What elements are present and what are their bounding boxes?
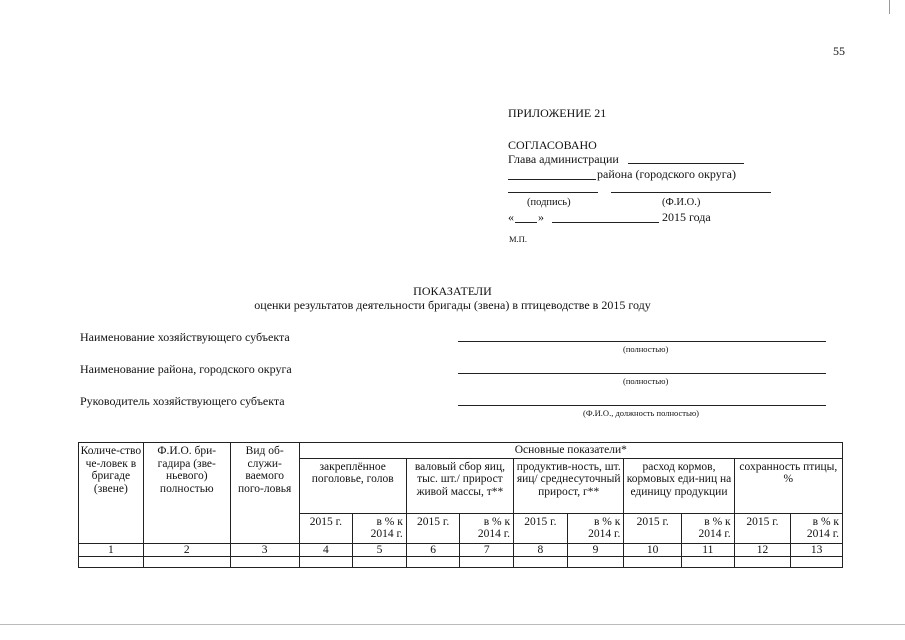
group-assigned-stock-header: закреплённое поголовье, голов [299, 458, 406, 513]
fio-line [611, 192, 771, 193]
col-livestock-type-header: Вид об-служи-ваемого пого-ловья [230, 443, 299, 544]
sub-year-cell: 2015 г. [406, 513, 460, 543]
manager-label: Руководитель хозяйствующего субъекта [80, 394, 285, 408]
fio-hint: (Ф.И.О.) [662, 197, 701, 208]
corner-mark [889, 0, 890, 14]
document-title: ПОКАЗАТЕЛИ [413, 284, 492, 298]
column-number: 13 [791, 543, 843, 556]
manager-line [458, 405, 826, 406]
column-number: 9 [567, 543, 624, 556]
column-number: 12 [734, 543, 791, 556]
sub-percent-cell: в % к 2014 г. [460, 513, 514, 543]
year-label: 2015 года [662, 210, 711, 224]
sub-year-cell: 2015 г. [514, 513, 568, 543]
page-number: 55 [833, 44, 845, 58]
document-subtitle: оценки результатов деятельности бригады (звена) в птицеводстве в 2015 году [254, 298, 651, 312]
column-number: 4 [299, 543, 353, 556]
district-label: района (городского округа) [597, 167, 736, 181]
sub-percent-cell: в % к 2014 г. [353, 513, 407, 543]
agreed-label: СОГЛАСОВАНО [508, 138, 597, 152]
sub-year-cell: 2015 г. [624, 513, 682, 543]
group-productivity-header: продуктив-ность, шт. яиц/ среднесуточный прирост, г** [514, 458, 624, 513]
column-number: 3 [230, 543, 299, 556]
manager-hint: (Ф.И.О., должность полностью) [583, 408, 700, 418]
group-feed-consumption-header: расход кормов, кормовых еди-ниц на единицу продукции [624, 458, 734, 513]
district-name-hint: (полностью) [623, 376, 669, 386]
column-number: 6 [406, 543, 460, 556]
column-number: 7 [460, 543, 514, 556]
sub-percent-cell: в % к 2014 г. [791, 513, 843, 543]
sub-percent-cell: в % к 2014 г. [567, 513, 624, 543]
district-name-line [458, 373, 826, 374]
date-quote-open: « [508, 210, 514, 224]
entity-name-label: Наименование хозяйствующего субъекта [80, 330, 290, 344]
col-foreman-header: Ф.И.О. бри-гадира (зве-ньевого) полностью [143, 443, 230, 544]
group-egg-collection-header: валовый сбор яиц, тыс. шт./ прирост живой массы, т** [406, 458, 513, 513]
appendix-label: ПРИЛОЖЕНИЕ 21 [508, 106, 607, 120]
head-underline [628, 163, 744, 164]
column-number: 2 [143, 543, 230, 556]
group-bird-survival-header: сохранность птицы, % [734, 458, 842, 513]
seal-label: М.П. [509, 234, 527, 244]
col-people-count-header: Количе-ство че-ловек в бригаде (звене) [79, 443, 144, 544]
entity-name-line [458, 341, 826, 342]
district-underline [508, 179, 596, 180]
entity-name-hint: (полностью) [623, 344, 669, 354]
head-of-admin-label: Глава администрации [508, 152, 619, 166]
column-number: 11 [682, 543, 735, 556]
page-edge-line [0, 624, 905, 625]
district-name-label: Наименование района, городского округа [80, 362, 292, 376]
signature-line [508, 192, 598, 193]
empty-data-row [79, 556, 843, 567]
date-day-line [515, 222, 537, 223]
indicators-table [78, 442, 843, 568]
sub-year-cell: 2015 г. [299, 513, 353, 543]
date-month-line [552, 222, 659, 223]
date-quote-close: » [538, 210, 544, 224]
main-indicators-header: Основные показатели* [299, 443, 842, 459]
signature-hint: (подпись) [527, 197, 571, 208]
sub-percent-cell: в % к 2014 г. [682, 513, 735, 543]
sub-year-cell: 2015 г. [734, 513, 791, 543]
column-number: 10 [624, 543, 682, 556]
column-number: 1 [79, 543, 144, 556]
column-number: 8 [514, 543, 568, 556]
column-number: 5 [353, 543, 407, 556]
